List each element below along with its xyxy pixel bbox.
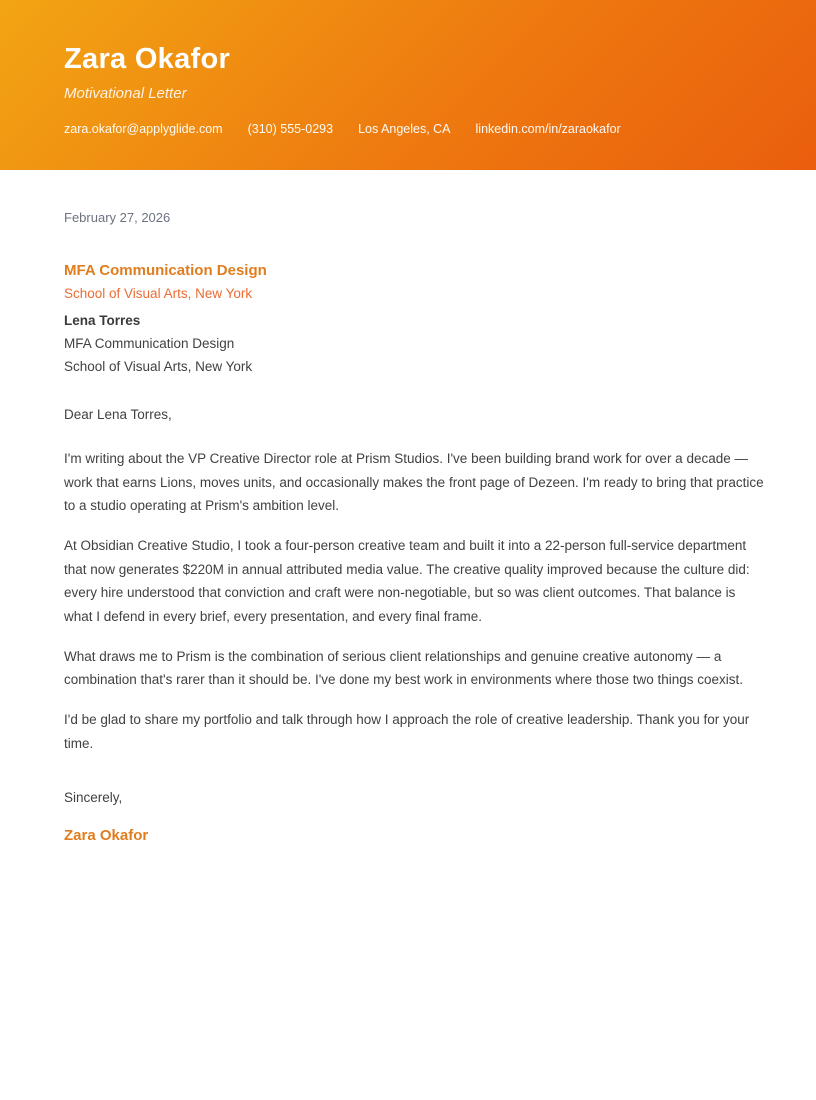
- closing: Sincerely,: [64, 790, 123, 806]
- document-subtitle: Motivational Letter: [64, 84, 187, 102]
- paragraph-2: At Obsidian Creative Studio, I took a four-person creative team and built it into a 22-person full-service department that now generates $220M in annual attributed media value. The creative quality improved because the culture did: every hire understood that conviction and craft were non-negotiable, but so was client outcomes. That balance is what I defend in every brief, every presentation, and every final frame.: [64, 538, 750, 624]
- letter-header: [0, 0, 816, 170]
- paragraph-1: I'm writing about the VP Creative Director role at Prism Studios. I've been building brand work for over a decade — work that earns Lions, moves units, and occasionally makes the front page of Dezeen. I'm ready to bring that practice to a studio operating at Prism's ambition level.: [64, 451, 764, 514]
- letter-body: [0, 170, 816, 907]
- salutation: Dear Lena Torres,: [64, 406, 172, 422]
- recipient-organization: School of Visual Arts, New York: [64, 359, 253, 375]
- contact-phone: (310) 555-0293: [247, 121, 334, 136]
- contact-row: [64, 122, 752, 136]
- letter-date: February 27, 2026: [64, 210, 171, 225]
- contact-linkedin: linkedin.com/in/zaraokafor: [475, 121, 621, 136]
- recipient-role: MFA Communication Design: [64, 336, 235, 352]
- recipient-block: [64, 309, 766, 379]
- position-title: MFA Communication Design: [64, 262, 267, 279]
- position-organization: School of Visual Arts, New York: [64, 286, 253, 301]
- paragraph-3: What draws me to Prism is the combination of serious client relationships and genuine creative autonomy — a combination that's rarer than it should be. I've done my best work in environments where those two things coexist.: [64, 648, 744, 688]
- signature: Zara Okafor: [64, 826, 149, 844]
- recipient-name: Lena Torres: [64, 313, 141, 328]
- paragraph-4: I'd be glad to share my portfolio and talk through how I approach the role of creative leadership. Thank you for your time.: [64, 712, 750, 751]
- contact-location: Los Angeles, CA: [358, 121, 451, 136]
- contact-email: zara.okafor@applyglide.com: [64, 121, 223, 136]
- page-title: Zara Okafor: [64, 43, 231, 75]
